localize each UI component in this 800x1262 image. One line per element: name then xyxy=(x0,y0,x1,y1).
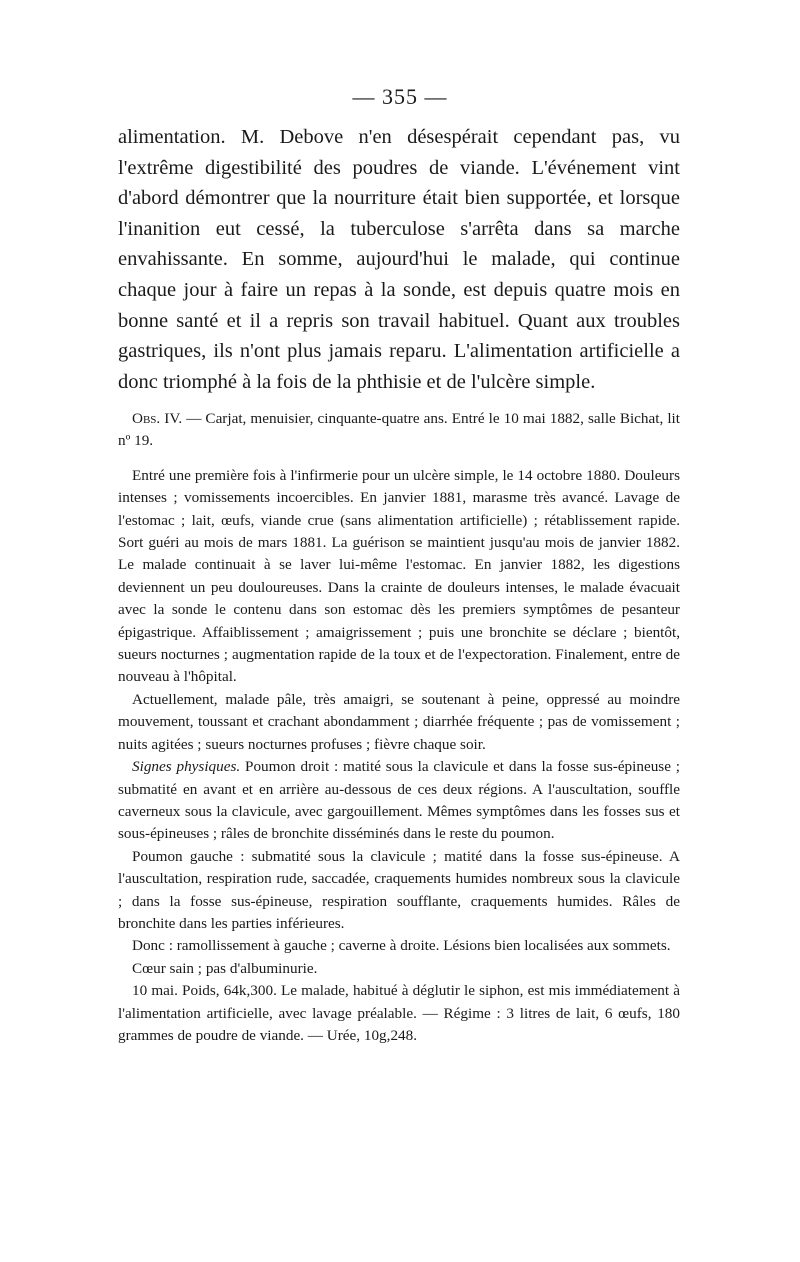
main-paragraph: alimentation. M. Debove n'en désespérait cependant pas, vu l'extrême digestibilité des poudres de viande. L'événement vint d'abord démontrer que la nourriture était bien supportée, et lorsque l'inanition eut cessé, la tuberculose s'arrêta dans sa marche envahissante. En somme, aujourd'hui le malade, qui continue chaque jour à faire un repas à la sonde, est depuis quatre mois en bonne santé et il a repris son travail habituel. Quant aux troubles gastriques, ils n'ont plus jamais reparu. L'alimentation artificielle a donc triomphé à la fois de la phthisie et de l'ulcère simple. xyxy=(118,126,680,393)
observation-section xyxy=(118,408,680,1047)
observation-header-text: — Carjat, menuisier, cinquante-quatre ans. Entré le 10 mai 1882, salle Bichat, lit nº 19. xyxy=(118,410,680,450)
observation-paragraph-regimen: 10 mai. Poids, 64k,300. Le malade, habitué à déglutir le siphon, est mis immédiatement à l'alimentation artificielle, avec lavage préalable. — Régime : 3 litres de lait, 6 œufs, 180 grammes de poudre de viande. — Urée, 10g,248. xyxy=(118,982,680,1044)
observation-paragraph-left-lung: Poumon gauche : submatité sous la clavicule ; matité dans la fosse sus-épineuse. A l'auscultation, respiration rude, saccadée, craquements humides nombreux sous la clavicule ; dans la fosse sus-épineuse, respiration soufflante, craquements humides. Râles de bronchite dans les parties inférieures. xyxy=(118,847,680,932)
observation-paragraph-history: Entré une première fois à l'infirmerie pour un ulcère simple, le 14 octobre 1880. Douleurs intenses ; vomissements incoercibles. En janvier 1881, marasme très avancé. Lavage de l'estomac ; lait, œufs, viande crue (sans alimentation artificielle) ; rétablissement rapide. Sort guéri au mois de mars 1881. La guérison se maintient jusqu'au mois de janvier 1882. Le malade continuait à se laver lui-même l'estomac. En janvier 1882, les digestions deviennent un peu douloureuses. Dans la crainte de douleurs intenses, le malade évacuait avec la sonde le contenu dans son estomac dès les premiers symptômes de pesanteur épigastrique. Affaiblissement ; amaigrissement ; puis une bronchite se déclare ; bientôt, sueurs nocturnes ; augmentation rapide de la toux et de l'expectoration. Finalement, entre de nouveau à l'hôpital. xyxy=(118,466,680,686)
page-number: — 355 — xyxy=(352,84,448,109)
physical-signs-label: Signes physiques. xyxy=(132,758,241,776)
observation-label: Obs. IV. xyxy=(132,410,183,427)
observation-paragraph-heart: Cœur sain ; pas d'albuminurie. xyxy=(132,959,318,977)
observation-paragraph-conclusion: Donc : ramollissement à gauche ; caverne à droite. Lésions bien localisées aux sommets. xyxy=(132,937,671,955)
observation-paragraph-current-state: Actuellement, malade pâle, très amaigri, se soutenant à peine, oppressé au moindre mouvement, toussant et crachant abondamment ; diarrhée fréquente ; pas de vomissement ; nuits agitées ; sueurs nocturnes profuses ; fièvre chaque soir. xyxy=(118,690,680,753)
observation-paragraph-physical-signs xyxy=(118,756,680,846)
observation-header xyxy=(118,408,680,453)
physical-signs-text: Poumon droit : matité sous la clavicule et dans la fosse sus-épineuse ; submatité en avant et en arrière au-dessous de ces deux régions. A l'auscultation, souffle caverneux sous la clavicule, avec gargouillement. Mêmes symptômes dans les fosses sus et sous-épineuses ; râles de bronchite disséminés dans le reste du poumon. xyxy=(118,758,680,843)
